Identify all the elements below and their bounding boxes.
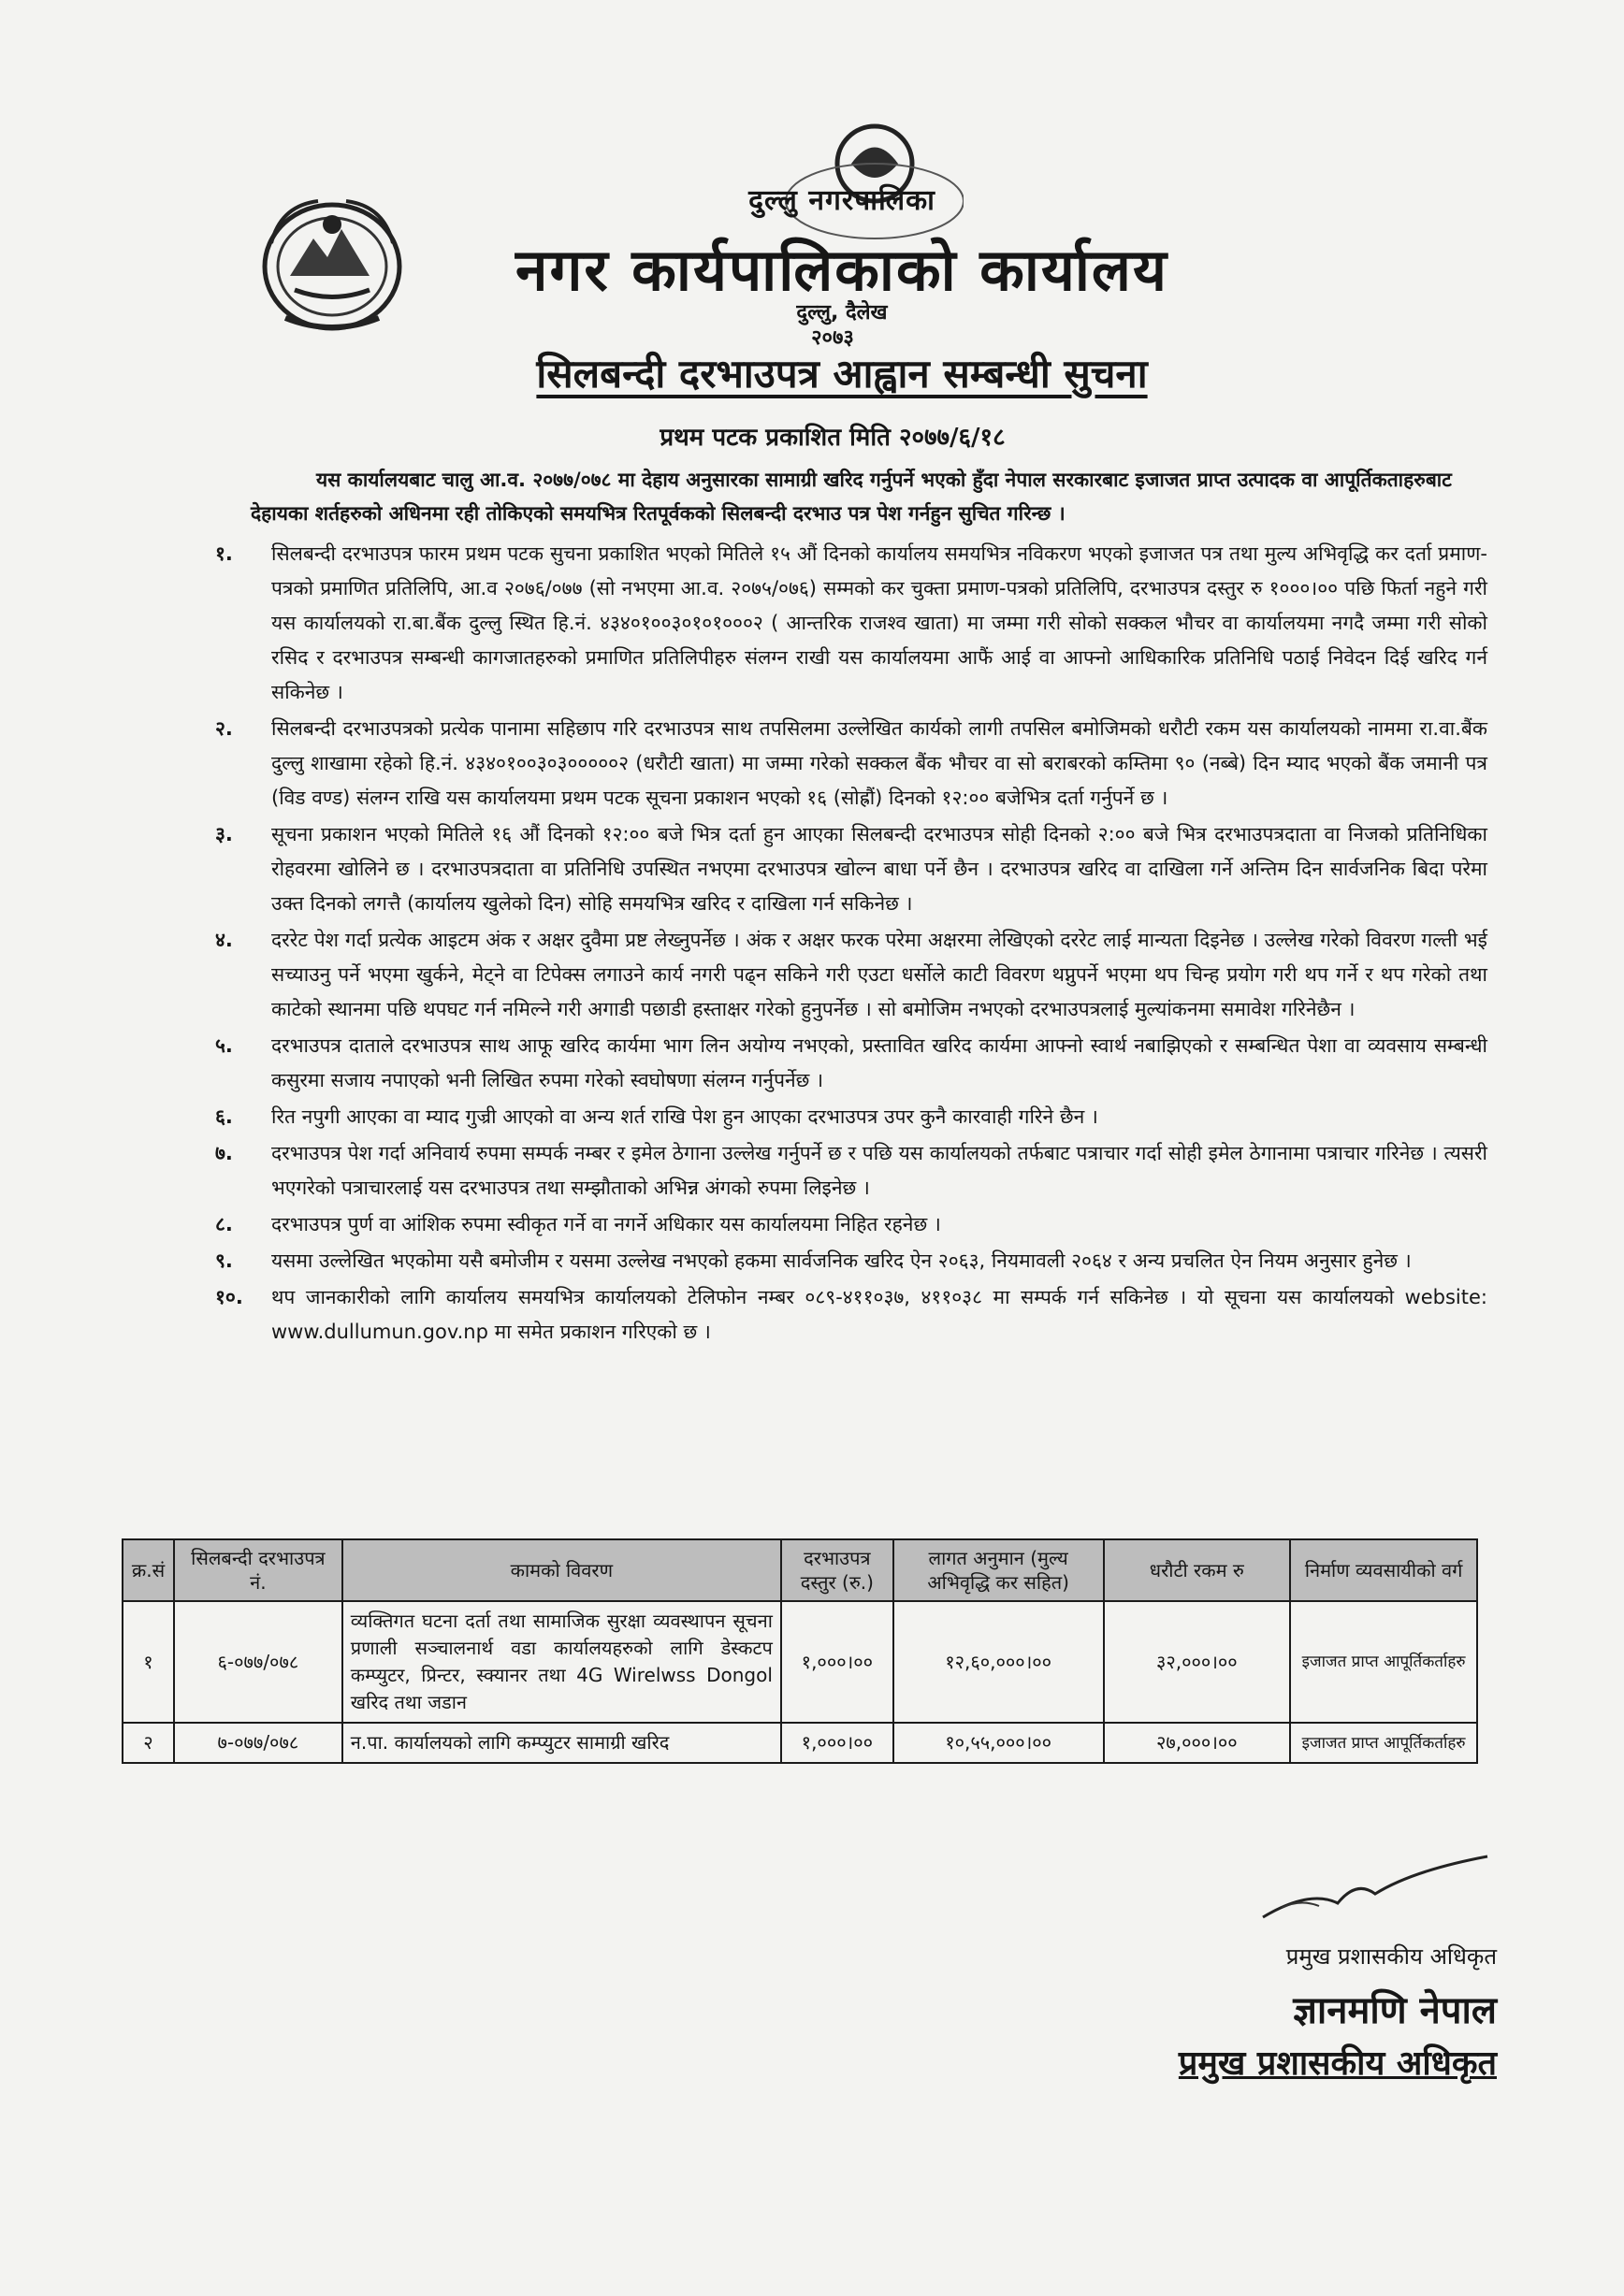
item-text: सिलबन्दी दरभाउपत्रको प्रत्येक पानामा सहिछाप गरि दरभाउपत्र साथ तपसिलमा उल्लेखित कार्यको लागी तपसिल बमोजिमको धरौटी रकम यस कार्यालयको नाममा रा.वा.बैंक दुल्लु शाखामा रहेको हि.नं. ४३४०१००३०३०००००२ (धरौटी खाता) मा जम्मा गरेको सक्कल बैंक भौचर वा सो बराबरको कम्तिमा ९० (नब्बे) दिन म्याद भएको बैंक जमानी पत्र (विड वण्ड) संलग्न राखि यस कार्यालयमा प्रथम पटक सूचना प्रकाशन भएको १६ (सोह्रौं) दिनको १२:०० बजेभित्र दर्ता गर्नुपर्ने छ । bbox=[271, 717, 1487, 809]
cell-fee: १,०००।०० bbox=[781, 1601, 893, 1723]
item-text: थप जानकारीको लागि कार्यालय समयभित्र कार्यालयको टेलिफोन नम्बर ०८९-४११०३७, ४११०३८ मा सम्पर्क गर्न सकिनेछ । यो सूचना यस कार्यालयको website: www.dullumun.gov.np मा समेत प्रकाशन गरिएको छ । bbox=[271, 1286, 1487, 1343]
table-row bbox=[123, 1601, 1477, 1723]
table-row bbox=[123, 1723, 1477, 1763]
item-number: १. bbox=[215, 542, 233, 565]
item-number: ९. bbox=[215, 1249, 233, 1272]
list-item bbox=[215, 817, 1487, 921]
list-item bbox=[215, 1100, 1487, 1134]
cell-estimate: १२,६०,०००।०० bbox=[893, 1601, 1104, 1723]
signature-scribble-icon bbox=[1254, 1852, 1497, 1927]
office-name: नगर कार्यपालिकाको कार्यालय bbox=[515, 236, 1168, 304]
item-text: दरभाउपत्र पेश गर्दा अनिवार्य रुपमा सम्पर्क नम्बर र इमेल ठेगाना उल्लेख गर्नुपर्ने छ र पछि यस कार्यालयको तर्फबाट पत्राचार गर्दा सोही इमेल ठेगानामा पत्राचार गरिनेछ । त्यसरी भएगरेको पत्राचारलाई यस दरभाउपत्र तथा सम्झौताको अभिन्न अंगको रुपमा लिइनेछ । bbox=[271, 1142, 1487, 1199]
item-text: दररेट पेश गर्दा प्रत्येक आइटम अंक र अक्षर दुवैमा प्रष्ट लेख्नुपर्नेछ । अंक र अक्षर फरक परेमा अक्षरमा लेखिएको दररेट लाई मान्यता दिइनेछ । उल्लेख गरेको विवरण गल्ती भई सच्याउनु पर्ने भएमा खुर्कने, मेट्ने वा टिपेक्स लगाउने कार्य नगरी पढ्न सकिने गरी एउटा धर्सोले काटी विवरण थप्नुपर्ने भएमा थप चिन्ह प्रयोग गरी थप गर्ने र थप गरेको तथा काटेको स्थानमा पछि थपघट गर्न नमिल्ने गरी अगाडी पछाडी हस्ताक्षर गरेको हुनुपर्नेछ । सो बमोजिम नभएको दरभाउपत्रलाई मुल्यांकनमा समावेश गरिनेछैन । bbox=[271, 929, 1487, 1020]
col-header-sn: क्र.सं bbox=[123, 1539, 174, 1601]
cell-description: न.पा. कार्यालयको लागि कम्प्युटर सामाग्री खरिद bbox=[342, 1723, 781, 1763]
notice-title: सिलबन्दी दरभाउपत्र आह्वान सम्बन्धी सुचना bbox=[536, 351, 1148, 397]
cell-class: इजाजत प्राप्त आपूर्तिकर्ताहरु bbox=[1290, 1601, 1477, 1723]
municipality-name: दुल्लु नगरपालिका bbox=[748, 184, 935, 217]
signatory-designation: प्रमुख प्रशासकीय अधिकृत bbox=[1285, 1943, 1497, 1970]
item-text: यसमा उल्लेखित भएकोमा यसै बमोजीम र यसमा उल्लेख नभएको हकमा सार्वजनिक खरिद ऐन २०६३, नियमावली २०६४ र अन्य प्रचलित ऐन नियम अनुसार हुनेछ । bbox=[271, 1249, 1412, 1272]
signatory-title: प्रमुख प्रशासकीय अधिकृत bbox=[1178, 2044, 1497, 2083]
item-number: ५. bbox=[215, 1034, 233, 1057]
cell-deposit: २७,०००।०० bbox=[1104, 1723, 1291, 1763]
cell-description: व्यक्तिगत घटना दर्ता तथा सामाजिक सुरक्षा व्यवस्थापन सूचना प्रणाली सञ्चालनार्थ वडा कार्यालयहरुको लागि डेस्कटप कम्प्युटर, प्रिन्टर, स्क्यानर तथा 4G Wirelwss Dongol खरिद तथा जडान bbox=[342, 1601, 781, 1723]
item-number: २. bbox=[215, 717, 233, 740]
col-header-estimate: लागत अनुमान (मुल्य अभिवृद्धि कर सहित) bbox=[893, 1539, 1104, 1601]
item-number: ४. bbox=[215, 929, 233, 951]
list-item bbox=[215, 712, 1487, 816]
conditions-list bbox=[215, 537, 1487, 1351]
item-text: दरभाउपत्र दाताले दरभाउपत्र साथ आफू खरिद कार्यमा भाग लिन अयोग्य नभएको, प्रस्तावित खरिद कार्यमा आफ्नो स्वार्थ नबाझिएको र सम्बन्धित पेशा वा व्यवसाय सम्बन्धी कसुरमा सजाय नपाएको भनी लिखित रुपमा गरेको स्वघोषणा संलग्न गर्नुपर्नेछ । bbox=[271, 1034, 1487, 1091]
list-item bbox=[215, 1280, 1487, 1350]
list-item bbox=[215, 1244, 1487, 1278]
list-item bbox=[215, 1029, 1487, 1098]
item-text: सूचना प्रकाशन भएको मितिले १६ औं दिनको १२:०० बजे भित्र दर्ता हुन आएका सिलबन्दी दरभाउपत्र सोही दिनको २:०० बजे भित्र दरभाउपत्रदाता वा निजको प्रतिनिधिका रोहवरमा खोलिने छ । दरभाउपत्रदाता वा प्रतिनिधि उपस्थित नभएमा दरभाउपत्र खोल्न बाधा पर्ने छैन । दरभाउपत्र खरिद वा दाखिला गर्ने अन्तिम दिन सार्वजनिक बिदा परेमा उक्त दिनको लगत्तै (कार्यालय खुलेको दिन) सोहि समयभित्र खरिद र दाखिला गर्न सकिनेछ । bbox=[271, 823, 1487, 915]
col-header-fee: दरभाउपत्र दस्तुर (रु.) bbox=[781, 1539, 893, 1601]
cell-deposit: ३२,०००।०० bbox=[1104, 1601, 1291, 1723]
office-location: दुल्लु, दैलेख bbox=[796, 301, 888, 325]
cell-estimate: १०,५५,०००।०० bbox=[893, 1723, 1104, 1763]
item-number: ६. bbox=[215, 1105, 233, 1128]
item-text: रित नपुगी आएका वा म्याद गुज्री आएको वा अन्य शर्त राखि पेश हुन आएका दरभाउपत्र उपर कुनै कारवाही गरिने छैन । bbox=[271, 1105, 1098, 1128]
bid-table bbox=[122, 1538, 1478, 1764]
cell-bid-no: ७-०७७/०७८ bbox=[174, 1723, 342, 1763]
cell-class: इजाजत प्राप्त आपूर्तिकर्ताहरु bbox=[1290, 1723, 1477, 1763]
col-header-deposit: धरौटी रकम रु bbox=[1104, 1539, 1291, 1601]
item-text: दरभाउपत्र पुर्ण वा आंशिक रुपमा स्वीकृत गर्ने वा नगर्ने अधिकार यस कार्यालयमा निहित रहनेछ । bbox=[271, 1213, 941, 1235]
cell-sn: २ bbox=[123, 1723, 174, 1763]
col-header-class: निर्माण व्यवसायीको वर्ग bbox=[1290, 1539, 1477, 1601]
item-number: ३. bbox=[215, 823, 233, 845]
nepal-emblem-icon bbox=[253, 187, 412, 337]
list-item bbox=[215, 1136, 1487, 1206]
item-number: ८. bbox=[215, 1213, 233, 1235]
list-item bbox=[215, 537, 1487, 710]
col-header-bid-no: सिलबन्दी दरभाउपत्र नं. bbox=[174, 1539, 342, 1601]
cell-fee: १,०००।०० bbox=[781, 1723, 893, 1763]
cell-bid-no: ६-०७७/०७८ bbox=[174, 1601, 342, 1723]
item-number: १०. bbox=[215, 1286, 243, 1308]
col-header-description: कामको विवरण bbox=[342, 1539, 781, 1601]
signatory-name: ज्ञानमणि नेपाल bbox=[1293, 1989, 1497, 2032]
table-header-row bbox=[123, 1539, 1477, 1601]
list-item bbox=[215, 1207, 1487, 1242]
item-number: ७. bbox=[215, 1142, 233, 1164]
publication-date: प्रथम पटक प्रकाशित मिति २०७७/६/१८ bbox=[660, 424, 1006, 452]
list-item bbox=[215, 923, 1487, 1027]
item-text: सिलबन्दी दरभाउपत्र फारम प्रथम पटक सुचना प्रकाशित भएको मितिले १५ औं दिनको कार्यालय समयभित्र नविकरण भएको इजाजत पत्र तथा मुल्य अभिवृद्धि कर दर्ता प्रमाण-पत्रको प्रमाणित प्रतिलिपि, आ.व २०७६/०७७ (सो नभएमा आ.व. २०७५/०७६) सम्मको कर चुक्ता प्रमाण-पत्रको प्रतिलिपि, दरभाउपत्र दस्तुर रु १०००।०० पछि फिर्ता नहुने गरी यस कार्यालयको रा.बा.बैंक दुल्लु स्थित हि.नं. ४३४०१००३०१०१०००२ ( आन्तरिक राजश्व खाता) मा जम्मा गरी सोको सक्कल भौचर वा कार्यालयमा नगदै जम्मा गरी सोको रसिद र दरभाउपत्र सम्बन्धी कागजातहरुको प्रमाणित प्रतिलिपीहरु संलग्न राखी यस कार्यालयमा आफैं आई वा आफ्नो आधिकारिक प्रतिनिधि पठाई निवेदन दिई खरिद गर्न सकिनेछ । bbox=[271, 542, 1487, 703]
seal-year: २०७३ bbox=[811, 326, 854, 350]
intro-paragraph: यस कार्यालयबाट चालु आ.व. २०७७/०७८ मा देहाय अनुसारका सामाग्री खरिद गर्नुपर्ने भएको हुँदा नेपाल सरकारबाट इजाजत प्राप्त उत्पादक वा आपूर्तिकताहरुबाट देहायका शर्तहरुको अधिनमा रही तोकिएको समयभित्र रितपूर्वकको सिलबन्दी दरभाउ पत्र पेश गर्नहुन सुचित गरिन्छ । bbox=[251, 469, 1452, 525]
cell-sn: १ bbox=[123, 1601, 174, 1723]
